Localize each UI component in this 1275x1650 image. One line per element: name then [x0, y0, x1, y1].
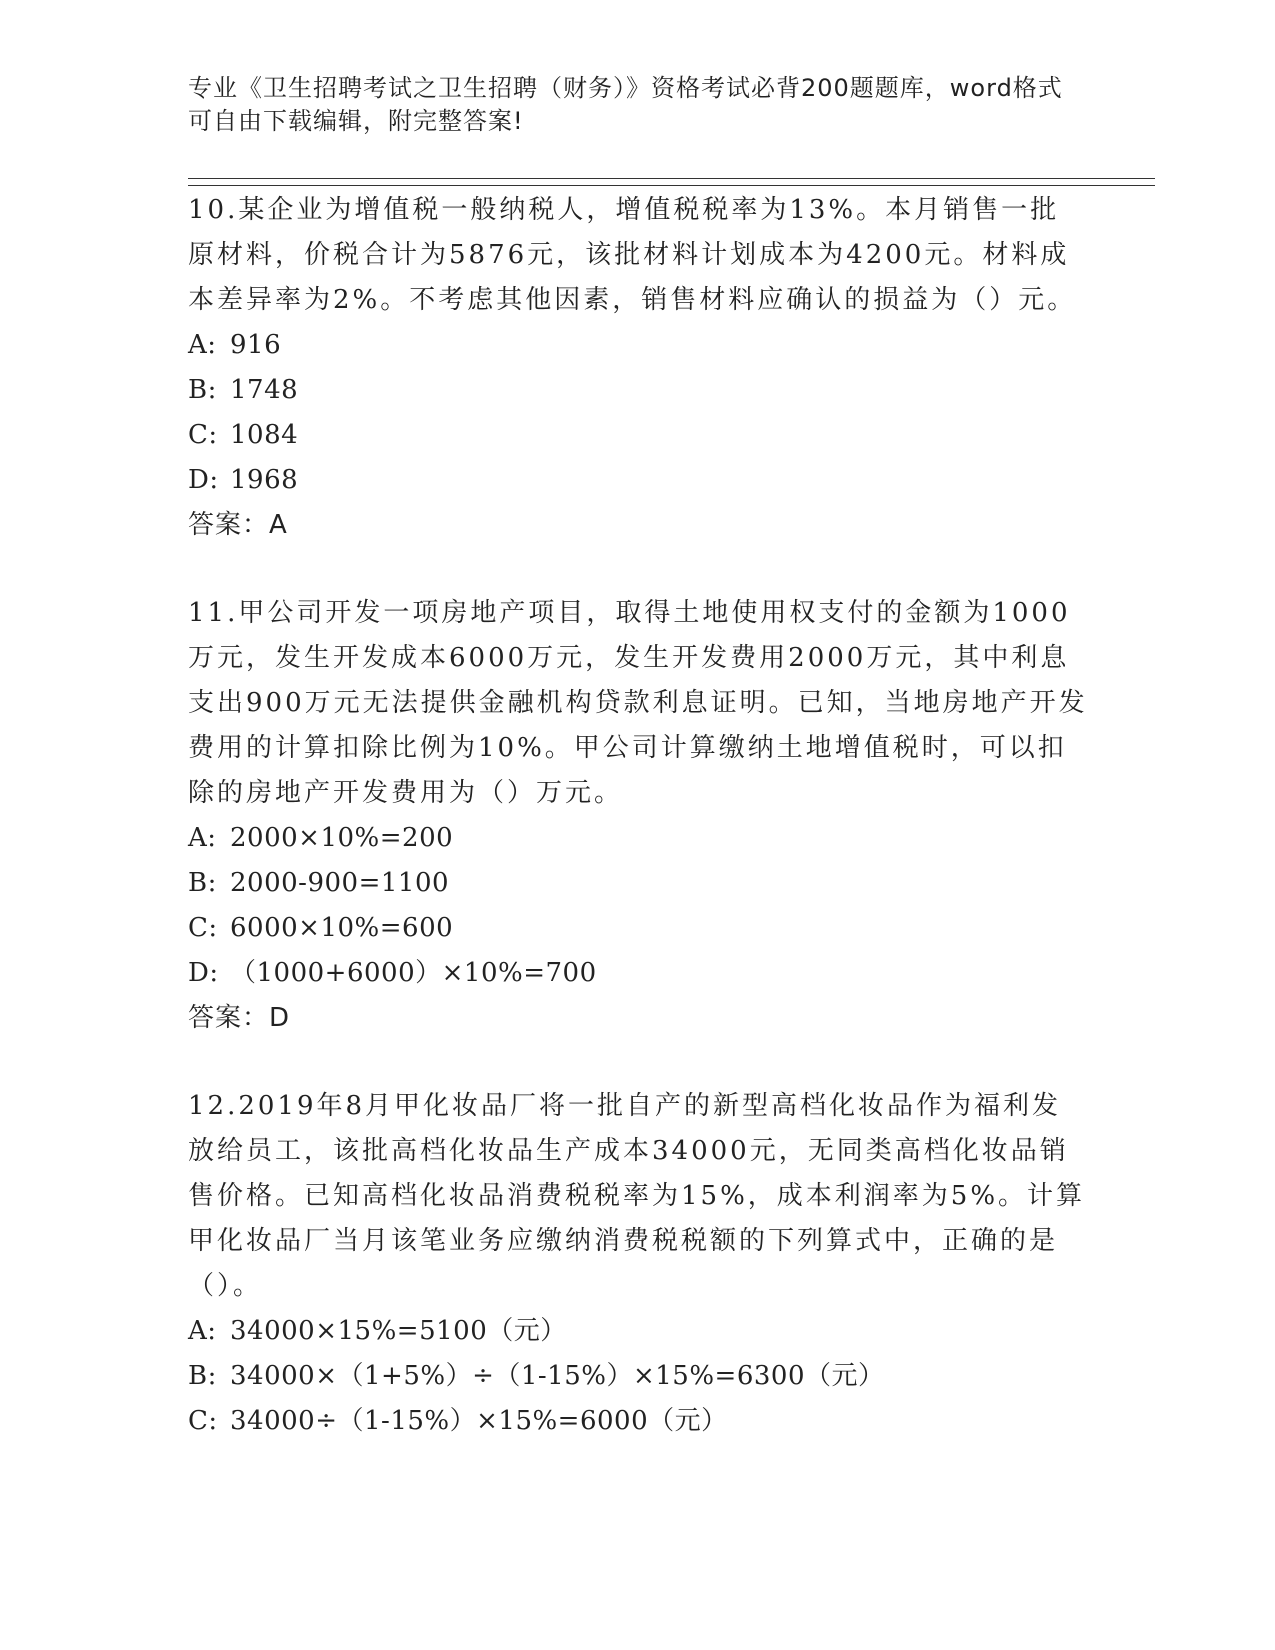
header-title-line-1: 专业《卫生招聘考试之卫生招聘（财务）》资格考试必背200题题库，word格式	[188, 74, 1063, 102]
question-text: 11.甲公司开发一项房地产项目，取得土地使用权支付的金额为1000万元，发生开发成本6000万元，发生开发费用2000万元，其中利息支出900万元无法提供金融机构贷款利息证明。已知，当地房地产开发费用的计算扣除比例为10%。甲公司计算缴纳土地增值税时，可以扣除的房地产开发费用为（）万元。	[188, 598, 1088, 808]
option-letter: D:	[188, 465, 219, 495]
option-letter: B:	[188, 868, 217, 898]
option-b	[188, 861, 1088, 906]
option-c	[188, 1399, 1088, 1444]
option-b	[188, 368, 1088, 413]
option-d	[188, 951, 1088, 996]
option-letter: D:	[188, 958, 219, 988]
option-text: 2000-900=1100	[230, 868, 450, 898]
answer: 答案：D	[188, 1003, 291, 1033]
option-text: 1748	[230, 375, 299, 405]
option-letter: C:	[188, 1406, 218, 1436]
option-letter: A:	[188, 823, 217, 853]
option-letter: B:	[188, 375, 217, 405]
question-text: 10.某企业为增值税一般纳税人，增值税税率为13%。本月销售一批原材料，价税合计为5876元，该批材料计划成本为4200元。材料成本差异率为2%。不考虑其他因素，销售材料应确认的损益为（）元。	[188, 195, 1077, 315]
option-c	[188, 906, 1088, 951]
option-text: 34000÷（1-15%）×15%=6000（元）	[230, 1406, 728, 1436]
option-text: 2000×10%=200	[230, 823, 454, 853]
option-text: 34000×15%=5100（元）	[230, 1316, 567, 1346]
question-12	[188, 1084, 1088, 1444]
option-b	[188, 1354, 1088, 1399]
question-list	[188, 188, 1088, 1487]
option-letter: C:	[188, 913, 218, 943]
option-text: 1968	[230, 465, 299, 495]
option-letter: C:	[188, 420, 218, 450]
question-10	[188, 188, 1088, 548]
option-a	[188, 816, 1088, 861]
option-text: 6000×10%=600	[230, 913, 454, 943]
option-text: 1084	[230, 420, 299, 450]
answer: 答案：A	[188, 510, 288, 540]
option-a	[188, 1309, 1088, 1354]
option-c	[188, 413, 1088, 458]
document-header	[188, 72, 1088, 138]
option-text: 34000×（1+5%）÷（1-15%）×15%=6300（元）	[230, 1361, 885, 1391]
option-letter: A:	[188, 330, 217, 360]
option-letter: A:	[188, 1316, 217, 1346]
option-text: 916	[230, 330, 282, 360]
option-a	[188, 323, 1088, 368]
option-d	[188, 458, 1088, 503]
question-text: 12.2019年8月甲化妆品厂将一批自产的新型高档化妆品作为福利发放给员工，该批高档化妆品生产成本34000元，无同类高档化妆品销售价格。已知高档化妆品消费税税率为15%，成本利润率为5%。计算甲化妆品厂当月该笔业务应缴纳消费税税额的下列算式中，正确的是（）。	[188, 1091, 1086, 1301]
header-divider	[188, 178, 1155, 186]
header-title-line-2: 可自由下载编辑，附完整答案!	[188, 107, 524, 135]
option-letter: B:	[188, 1361, 217, 1391]
question-11	[188, 591, 1088, 1041]
option-text: （1000+6000）×10%=700	[230, 958, 597, 988]
